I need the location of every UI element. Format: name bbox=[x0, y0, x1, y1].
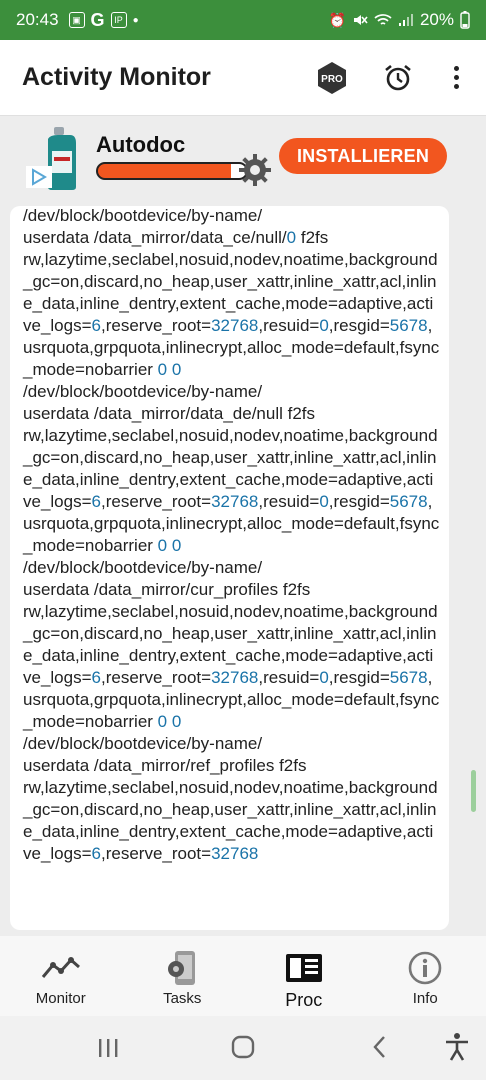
accessibility-icon bbox=[444, 1032, 470, 1062]
more-dot-icon bbox=[454, 66, 459, 71]
back-icon bbox=[368, 1034, 392, 1060]
svg-text:PRO: PRO bbox=[321, 73, 343, 85]
ip-notification-icon: IP bbox=[111, 12, 127, 28]
home-button[interactable] bbox=[230, 1034, 256, 1060]
system-nav-bar bbox=[0, 1016, 486, 1080]
gear-icon bbox=[238, 153, 272, 187]
signal-icon bbox=[398, 13, 414, 27]
dot-notification-icon: ● bbox=[132, 14, 139, 26]
tab-info[interactable]: Info bbox=[365, 936, 486, 1016]
install-button[interactable]: INSTALLIEREN bbox=[279, 138, 447, 174]
list-item: /dev/block/bootdevice/by-name/ userdata /data_mirror/data_ce/null/0 f2fs rw,lazytime,seclabel,nosuid,nodev,noatime,background_gc=on,discard,no_heap,user_xattr,inline_xattr,acl,inline_data,inline_dentry,extent_cache,mode=adaptive,active_logs=6,reserve_root=32768,resuid=0,resgid=5678,usrquota,grpquota,inlinecrypt,alloc_mode=default,fsync_mode=nobarrier 0 0 bbox=[23, 206, 440, 379]
back-button[interactable] bbox=[368, 1034, 392, 1060]
recents-icon bbox=[96, 1036, 120, 1060]
scrollbar-thumb[interactable] bbox=[471, 770, 476, 812]
chart-line-icon bbox=[41, 955, 81, 981]
more-options-button[interactable] bbox=[444, 60, 468, 96]
alarm-status-icon: ⏰ bbox=[328, 11, 346, 28]
alarm-button[interactable] bbox=[380, 60, 416, 96]
tab-tasks[interactable]: Tasks bbox=[122, 936, 244, 1016]
pro-button[interactable] bbox=[310, 56, 354, 100]
tab-monitor[interactable]: Monitor bbox=[0, 936, 122, 1016]
info-icon bbox=[408, 951, 442, 985]
process-mounts-card[interactable] bbox=[10, 206, 449, 930]
ad-choices-icon[interactable] bbox=[26, 166, 52, 188]
phone-gear-icon bbox=[165, 950, 199, 986]
tab-proc[interactable]: Proc bbox=[243, 936, 365, 1016]
gallery-notification-icon: ▣ bbox=[69, 12, 85, 28]
recents-button[interactable] bbox=[96, 1036, 120, 1060]
home-icon bbox=[230, 1034, 256, 1060]
app-bar bbox=[0, 40, 486, 116]
ad-title: Autodoc bbox=[96, 132, 186, 157]
battery-icon bbox=[460, 11, 470, 29]
google-notification-icon: G bbox=[90, 9, 105, 30]
alarm-clock-icon bbox=[383, 63, 413, 93]
list-item: /dev/block/bootdevice/by-name/ userdata /data_mirror/data_de/null f2fs rw,lazytime,seclabel,nosuid,nodev,noatime,background_gc=on,discard,no_heap,user_xattr,inline_xattr,acl,inline_data,inline_dentry,extent_cache,mode=adaptive,active_logs=6,reserve_root=32768,resuid=0,resgid=5678,usrquota,grpquota,inlinecrypt,alloc_mode=default,fsync_mode=nobarrier 0 0 bbox=[23, 382, 440, 555]
battery-percent: 20% bbox=[419, 10, 454, 29]
list-item: /dev/block/bootdevice/by-name/ userdata /data_mirror/ref_profiles f2fs rw,lazytime,seclabel,nosuid,nodev,noatime,background_gc=on,discard,no_heap,user_xattr,inline_xattr,acl,inline_data,inline_dentry,extent_cache,mode=adaptive,active_logs=6,reserve_root=32768 bbox=[23, 734, 438, 863]
bottom-nav bbox=[0, 936, 486, 1016]
more-dot-icon bbox=[454, 75, 459, 80]
status-bar bbox=[0, 0, 486, 40]
list-item: /dev/block/bootdevice/by-name/ userdata /data_mirror/cur_profiles f2fs rw,lazytime,seclabel,nosuid,nodev,noatime,background_gc=on,discard,no_heap,user_xattr,inline_xattr,acl,inline_data,inline_dentry,extent_cache,mode=adaptive,active_logs=6,reserve_root=32768,resuid=0,resgid=5678,usrquota,grpquota,inlinecrypt,alloc_mode=default,fsync_mode=nobarrier 0 0 bbox=[23, 558, 440, 731]
ad-progress-bar bbox=[96, 162, 248, 180]
page-title: Activity Monitor bbox=[22, 63, 211, 91]
status-time: 20:43 bbox=[16, 10, 59, 29]
wifi-icon bbox=[374, 13, 392, 27]
proc-list-icon bbox=[285, 953, 323, 983]
more-dot-icon bbox=[454, 84, 459, 89]
pro-hexagon-icon bbox=[315, 61, 349, 95]
mute-icon bbox=[352, 12, 368, 28]
mount-list bbox=[10, 206, 449, 865]
accessibility-button[interactable] bbox=[444, 1032, 470, 1062]
